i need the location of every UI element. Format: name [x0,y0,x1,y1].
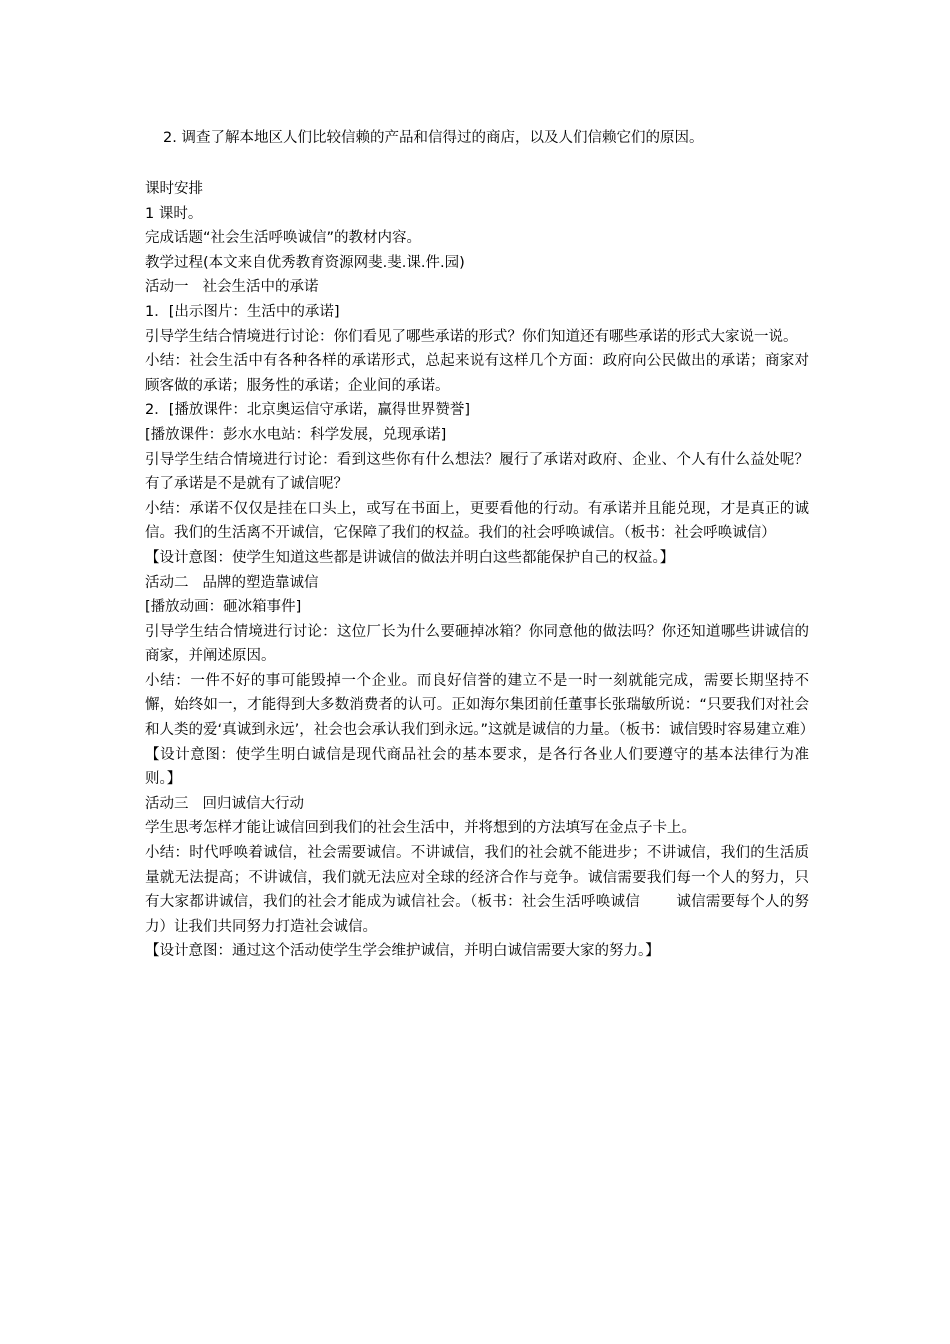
activity1-step2b: [播放课件：彭水水电站：科学发展，兑现承诺] [145,426,447,443]
activity2-summary: 小结：一件不好的事可能毁掉一个企业。而良好信誉的建立不是一时一刻就能完成，需要长期坚持不懈，始终如一，才能得到大多数消费者的认可。正如海尔集团前任董事长张瑞敏所说：“只要我们对社会和人类的爱‘真诚到永远’，社会也会承认我们到永远。”这就是诚信的力量。（板书：诚信毁时容易建立难） [145,672,815,739]
activity1-guide1: 引导学生结合情境进行讨论：你们看见了哪些承诺的形式？你们知道还有哪些承诺的形式大家说一说。 [145,328,798,345]
activity1-title: 社会生活中的承诺 [202,279,319,296]
activity3-summary-part1: 小结：时代呼唤着诚信，社会需要诚信。不讲诚信，我们的社会就不能进步；不讲诚信，我们的生活质量就无法提高；不讲诚信，我们就无法应对全球的经济合作与竞争。诚信需要我们每一个人的努力，只有大家都讲诚信，我们的社会才能成为诚信社会。（板书：社会生活呼唤诚信 [145,845,809,911]
activity3-summary [145,841,809,939]
activity2-label: 活动二 [145,574,189,591]
process-heading: 教学过程(本文来自优秀教育资源网斐.斐.课.件.园) [145,254,465,271]
activity1-step2: 2．[播放课件：北京奥运信守承诺，赢得世界赞誉] [145,402,471,419]
lesson-scope: 完成话题“社会生活呼唤诚信”的教材内容。 [145,230,422,247]
activity2-design-intent: 【设计意图：使学生明白诚信是现代商品社会的基本要求，是各行各业人们要遵守的基本法律行为准则。】 [145,746,809,788]
intro-item-2: 2. 调查了解本地区人们比较信赖的产品和信得过的商店，以及人们信赖它们的原因。 [163,130,704,146]
activity3-task: 学生思考怎样才能让诚信回到我们的社会生活中，并将想到的方法填写在金点子卡上。 [145,820,696,837]
schedule-value: 1 课时。 [145,205,203,222]
activity3-summary-part2: 诚信需要每个人的努力）让我们共同努力打造社会诚信。 [145,894,810,935]
lesson-body [145,177,815,964]
activity2-media: [播放动画：砸冰箱事件] [145,599,302,616]
activity1-step1: 1．[出示图片：生活中的承诺] [145,303,340,320]
activity1-label: 活动一 [145,279,189,296]
activity3-title: 回归诚信大行动 [202,795,304,812]
activity1-design-intent: 【设计意图：使学生知道这些都是讲诚信的做法并明白这些都能保护自己的权益。】 [145,549,675,566]
activity2-title: 品牌的塑造靠诚信 [202,574,319,591]
activity1-heading [145,275,809,300]
activity2-guide: 引导学生结合情境进行讨论：这位厂长为什么要砸掉冰箱？你同意他的做法吗？你还知道哪些讲诚信的商家，并阐述原因。 [145,623,809,665]
activity3-label: 活动三 [145,795,189,812]
activity2-heading [145,571,809,596]
activity1-summary1: 小结：社会生活中有各种各样的承诺形式，总起来说有这样几个方面：政府向公民做出的承诺；商家对顾客做的承诺；服务性的承诺；企业间的承诺。 [145,353,809,394]
activity1-guide2: 引导学生结合情境进行讨论：看到这些你有什么想法？履行了承诺对政府、企业、个人有什么益处呢？有了承诺是不是就有了诚信呢？ [145,451,809,493]
activity3-design-intent: 【设计意图：通过这个活动使学生学会维护诚信，并明白诚信需要大家的努力。】 [145,943,660,960]
activity3-heading [145,792,809,817]
activity1-summary2: 小结：承诺不仅仅是挂在口头上，或写在书面上，更要看他的行动。有承诺并且能兑现，才是真正的诚信。我们的生活离不开诚信，它保障了我们的权益。我们的社会呼唤诚信。（板书：社会呼唤诚信） [145,500,809,542]
schedule-heading: 课时安排 [145,181,203,197]
